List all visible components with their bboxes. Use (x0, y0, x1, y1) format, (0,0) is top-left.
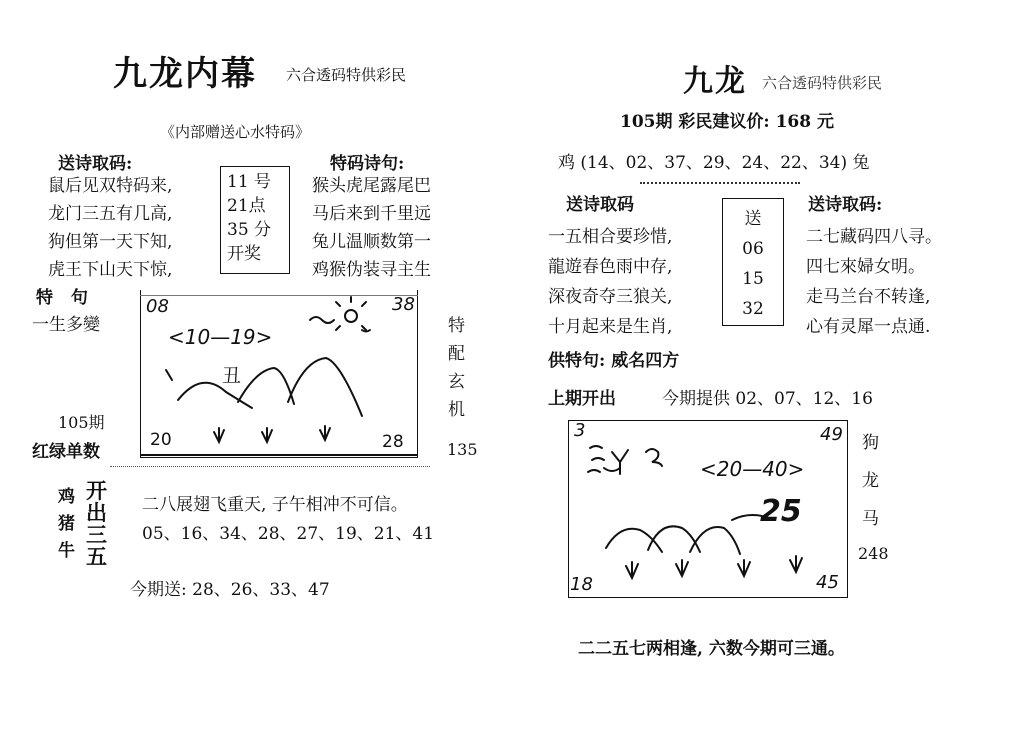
tema-line: 兔儿温顺数第一 (312, 232, 431, 252)
left-chart-bottom-left: 20 (150, 430, 172, 450)
vertical-char: 配 (448, 344, 465, 364)
zodiac-label: 牛 (58, 541, 75, 561)
left-chart-bottom-right: 28 (382, 432, 404, 452)
right-title: 九龙 (683, 64, 747, 99)
left-poem-heading: 送诗取码: (58, 154, 133, 174)
left-chart-center: 丑 (222, 365, 242, 387)
draw-time-line: 21点 (227, 196, 266, 216)
stack-char: 五 (86, 544, 107, 569)
poem-line: 虎王下山天下惊, (48, 260, 173, 280)
vertical-char: 机 (448, 400, 465, 420)
right-provide-line: 今期提供 02、07、12、16 (662, 389, 873, 409)
left-subtitle: 六合透码特供彩民 (286, 66, 407, 84)
left-red-green: 红绿单数 (32, 442, 100, 462)
send-box-line: 15 (742, 269, 764, 289)
left-chart-top-left: 08 (146, 296, 169, 317)
right-poem-heading-right: 送诗取码: (808, 195, 883, 215)
left-chart-range: <10—19> (168, 325, 273, 349)
right-special-line: 供特句: 威名四方 (548, 351, 680, 371)
right-chart-bottom-right: 45 (816, 572, 839, 593)
zodiac-label: 鸡 (58, 487, 75, 507)
poem-line: 四七來婦女明。 (806, 257, 925, 277)
left-chart-top-right: 38 (392, 294, 415, 315)
poem-line: 二七藏码四八寻。 (806, 227, 942, 247)
stack-char: 开 (86, 478, 107, 503)
poem-line: 鼠后见双特码来, (48, 176, 173, 196)
tema-line: 马后来到千里远 (312, 204, 431, 224)
draw-time-line: 35 分 (227, 220, 272, 240)
vertical-char: 特 (448, 316, 465, 336)
left-period: 105期 (58, 413, 105, 432)
left-gift-title: 《内部赠送心水特码》 (160, 123, 311, 141)
poem-line: 龙门三五有几高, (48, 204, 173, 224)
send-box-line: 06 (742, 239, 764, 259)
right-number-248: 248 (858, 544, 889, 563)
tema-line: 猴头虎尾露尾巴 (312, 176, 431, 196)
tema-line: 鸡猴伪装寻主生 (312, 260, 431, 280)
poem-line: 龍遊春色雨中存, (548, 257, 673, 277)
draw-time-line: 开奖 (227, 244, 261, 264)
left-tema-heading: 特码诗句: (330, 154, 405, 174)
poem-line: 狗但第一天下知, (48, 232, 173, 252)
right-rooster-line: 鸡 (14、02、37、29、24、22、34) 兔 (558, 153, 870, 173)
left-zodiac-line: 二八展翅飞重天, 子午相冲不可信。 (142, 495, 408, 515)
poem-line: 走马兰台不转逢, (806, 287, 931, 307)
side-label: 龙 (862, 471, 879, 491)
left-today-send: 今期送: 28、26、33、47 (130, 580, 330, 600)
right-chart-top-left: 3 (574, 420, 586, 441)
right-last-period: 上期开出 (548, 389, 616, 409)
draw-time-line: 11 号 (227, 172, 272, 192)
poem-line: 一五相合要珍惜, (548, 227, 673, 247)
stack-char: 出 (86, 500, 107, 525)
poem-line: 心有灵犀一点通. (806, 317, 931, 337)
poem-line: 深夜奇夺三狼关, (548, 287, 673, 307)
send-box-line: 送 (744, 209, 762, 229)
right-chart-center: 25 (760, 494, 802, 529)
poem-line: 十月起来是生肖, (548, 317, 673, 337)
zodiac-label: 猪 (58, 514, 75, 534)
right-period-line: 105期 彩民建议价: 168 元 (620, 112, 835, 132)
send-box-line: 32 (742, 299, 764, 319)
side-label: 马 (862, 509, 879, 529)
left-zodiac-numbers: 05、16、34、28、27、19、21、41 (142, 524, 435, 544)
left-number-135: 135 (447, 440, 478, 459)
right-subtitle: 六合透码特供彩民 (762, 74, 883, 92)
left-special-line: 一生多變 (32, 315, 100, 335)
stack-char: 三 (86, 522, 107, 547)
vertical-char: 玄 (448, 372, 465, 392)
side-label: 狗 (862, 433, 879, 453)
left-title: 九龙内幕 (113, 54, 257, 94)
right-footer-line: 二二五七两相逢, 六数今期可三通。 (578, 639, 845, 659)
right-poem-heading-left: 送诗取码 (566, 195, 634, 215)
left-special-heading: 特 句 (36, 288, 94, 308)
right-chart-bottom-left: 18 (570, 574, 593, 595)
right-chart-range: <20—40> (700, 457, 805, 481)
right-chart-top-right: 49 (820, 424, 843, 445)
